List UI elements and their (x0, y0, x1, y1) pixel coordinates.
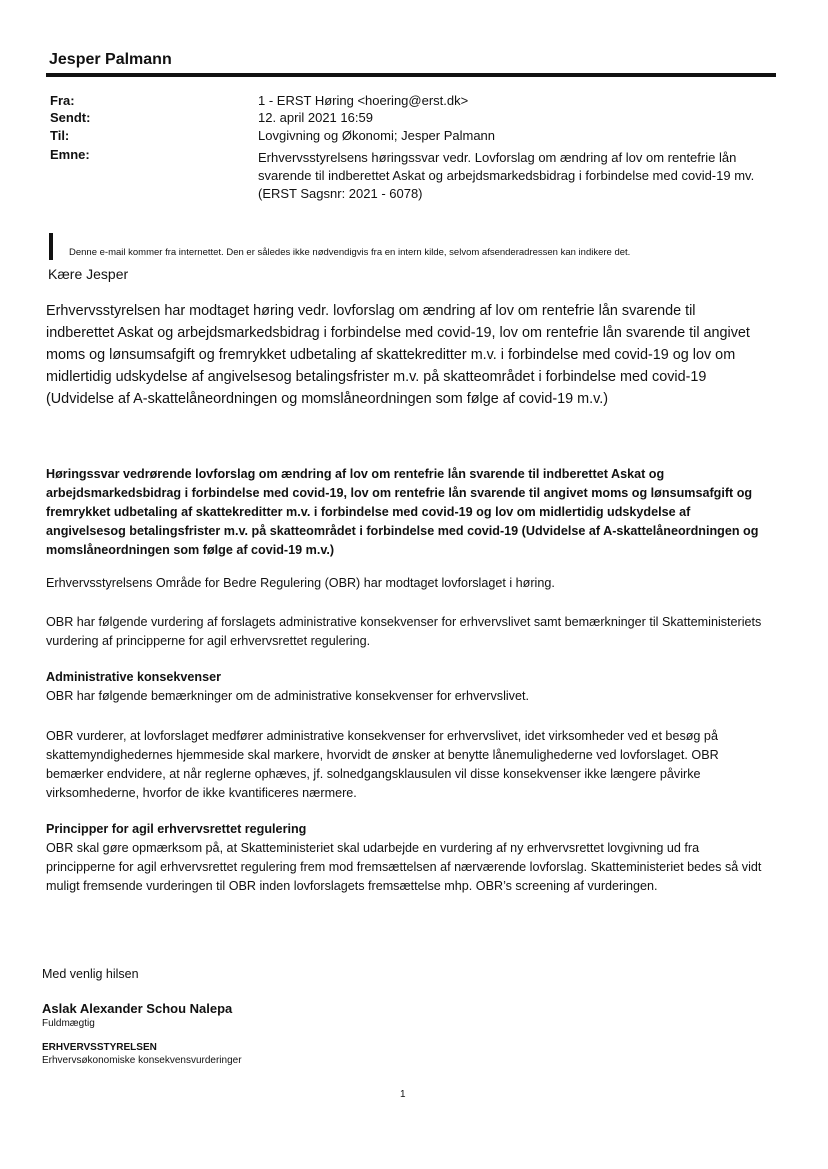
external-notice-bar (49, 233, 53, 260)
admin-paragraph-2: OBR vurderer, at lovforslaget medfører administrative konsekvenser for erhvervslivet, idet virksomheder ved et besøg på skattemyndighedernes hjemmeside skal markere, hvorvidt de ønsker at benytte lånemulighederne ved lovforslaget. OBR bemærker endvidere, at når reglerne ophæves, jf. solnedgangsklausulen vil disse konsekvenser ikke længere påvirke virksomhederne, hvorfor de ikke kvantificeres nærmere. (46, 729, 719, 800)
admin-paragraph-1: OBR har følgende bemærkninger om de administrative konsekvenser for erhvervslivet. (46, 689, 529, 703)
response-title: Høringssvar vedrørende lovforslag om ændring af lov om rentefrie lån svarende til indberettet Askat og arbejdsmarkedsbidrag i forbindelse med covid-19, lov om rentefrie lån svarende til angivet moms og lønsumsafgift og fremrykket udbetaling af skattekreditter m.v. i forbindelse med covid-19 og lov om midlertidig udskydelse af angivelsesog betalingsfrister m.v. på skatteområdet i forbindelse med covid-19 (Udvidelse af A-skattelåneordningen og momslåneordningen som følge af covid-19 m.v.) (46, 467, 759, 557)
signature-org: ERHVERVSSTYRELSEN (42, 1042, 157, 1053)
greeting: Kære Jesper (48, 266, 129, 282)
signature-name: Aslak Alexander Schou Nalepa (42, 1001, 233, 1016)
to-label: Til: (50, 128, 70, 143)
subject-label: Emne: (50, 147, 90, 162)
intro-paragraph: Erhvervsstyrelsen har modtaget høring vedr. lovforslag om ændring af lov om rentefrie lån svarende til indberettet Askat og arbejdsmarkedsbidrag i forbindelse med covid-19, lov om rentefrie lån svarende til angivet moms og lønsumsafgift og fremrykket udbetaling af skattekreditter m.v. i forbindelse med covid-19 og lov om midlertidig udskydelse af angivelsesog betalingsfrister m.v. på skatteområdet i forbindelse med covid-19 (Udvidelse af A-skattelåneordningen og momslåneordningen som følge af covid-19 m.v.) (46, 303, 750, 407)
agile-heading: Principper for agil erhvervsrettet regulering (46, 822, 307, 836)
sender-name-header: Jesper Palmann (49, 51, 172, 68)
to-value: Lovgivning og Økonomi; Jesper Palmann (258, 128, 496, 143)
paragraph-assessment: OBR har følgende vurdering af forslagets administrative konsekvenser for erhvervslivet samt bemærkninger til Skatteministeriets vurdering af principperne for agil erhvervsrettet regulering. (46, 615, 762, 648)
paragraph-received: Erhvervsstyrelsens Område for Bedre Regulering (OBR) har modtaget lovforslaget i høring. (46, 576, 555, 590)
header-divider (46, 73, 776, 77)
agile-paragraph: OBR skal gøre opmærksom på, at Skatteministeriet skal udarbejde en vurdering af ny erhvervsrettet lovgivning ud fra principperne for agil erhvervsrettet regulering frem mod fremsættelsen af nærværende lovforslag. Skatteministeriet bedes så vidt muligt fremsende vurderingen til OBR inden lovforslagets fremsættelse mhp. OBR’s screening af vurderingen. (46, 841, 762, 893)
from-label: Fra: (50, 93, 75, 108)
external-notice-text: Denne e-mail kommer fra internettet. Den er således ikke nødvendigvis fra en intern kilde, selvom afsenderadressen kan indikere det. (69, 247, 631, 258)
from-value: 1 - ERST Høring <hoering@erst.dk> (258, 93, 469, 108)
signature-title: Fuldmægtig (42, 1018, 95, 1029)
page-number: 1 (400, 1089, 406, 1100)
closing: Med venlig hilsen (42, 967, 139, 981)
signature-dept: Erhvervsøkonomiske konsekvensvurderinger (42, 1055, 242, 1066)
admin-heading: Administrative konsekvenser (46, 670, 221, 684)
sent-label: Sendt: (50, 110, 91, 125)
sent-value: 12. april 2021 16:59 (258, 110, 373, 125)
subject-value: Erhvervsstyrelsens høringssvar vedr. Lovforslag om ændring af lov om rentefrie lån svarende til indberettet Askat og arbejdsmarkedsbidrag i forbindelse med covid-19 mv.(ERST Sagsnr: 2021 - 6078) (258, 150, 755, 201)
